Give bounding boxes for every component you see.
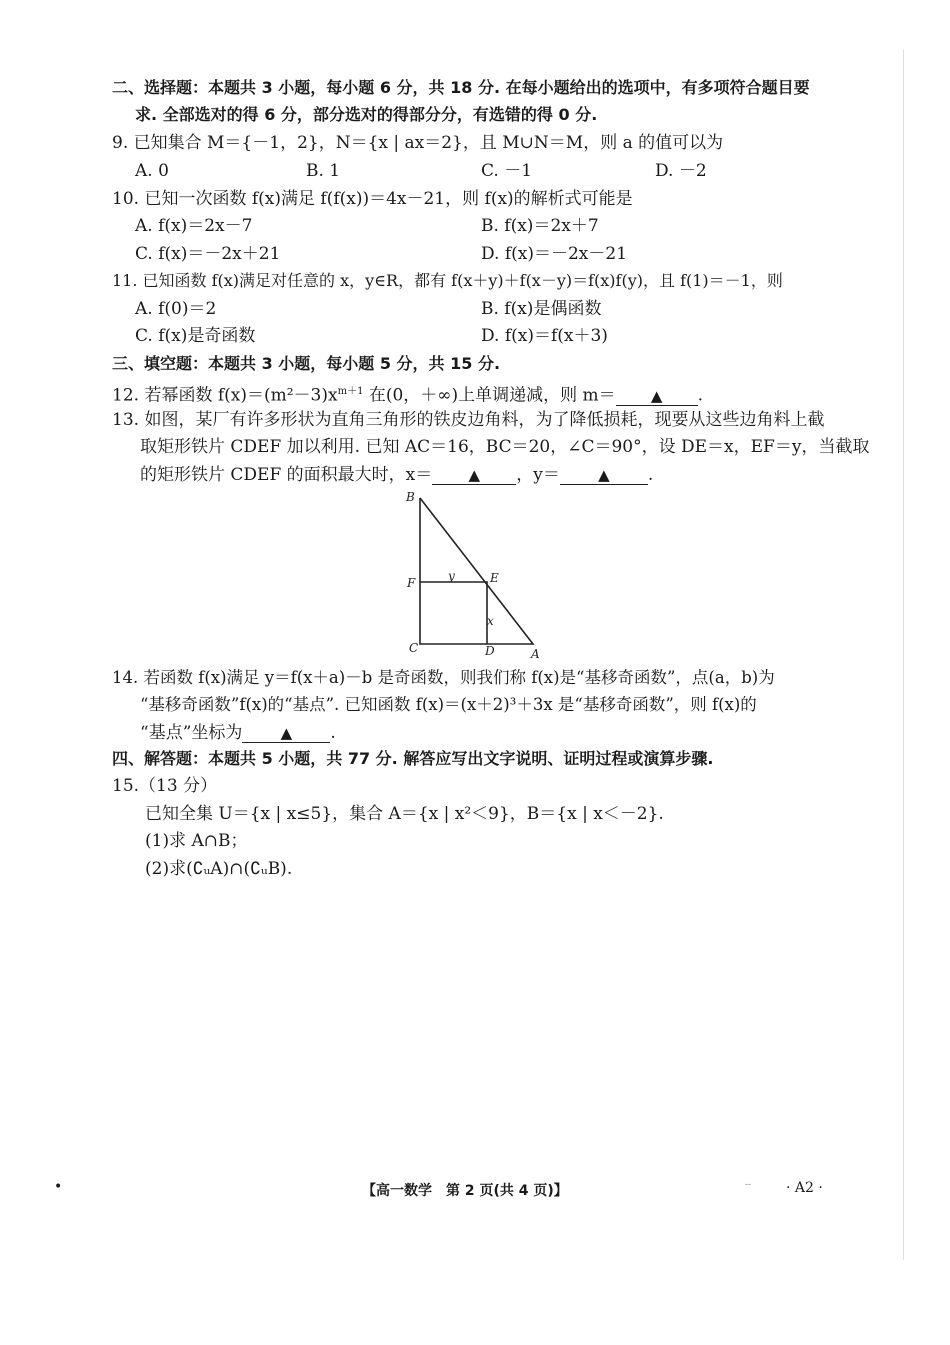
- section4-heading: 四、解答题：本题共 5 小题，共 77 分. 解答应写出文字说明、证明过程或演算步骤.: [112, 749, 714, 768]
- triangle-abc: [420, 498, 533, 644]
- q14-line1: 14. 若函数 f(x)满足 y＝f(x＋a)－b 是奇函数，则我们称 f(x)是“基移奇函数”，点(a，b)为: [112, 668, 775, 687]
- q9-option-a: A. 0: [135, 161, 169, 181]
- footer-dash: --: [745, 1180, 752, 1190]
- label-a: A: [531, 647, 540, 661]
- q9-stem: 9. 已知集合 M＝{－1，2}，N＝{x | ax＝2}，且 M∪N＝M，则 a 的值可以为: [112, 133, 724, 153]
- q9-option-b: B. 1: [306, 161, 341, 181]
- q9-option-d: D. －2: [655, 161, 707, 181]
- q14-answer-blank[interactable]: [242, 722, 330, 743]
- q14-line2: “基移奇函数”f(x)的“基点”. 已知函数 f(x)＝(x＋2)³＋3x 是“基移奇函数”，则 f(x)的: [140, 695, 757, 714]
- label-f: F: [407, 576, 416, 590]
- q13-line3-c: .: [647, 465, 654, 485]
- footer-dot: •: [54, 1179, 63, 1195]
- q11-option-a: A. f(0)＝2: [135, 299, 217, 319]
- q15-part2: (2)求(∁ᵤA)∩(∁ᵤB).: [145, 859, 293, 879]
- blank-marker-icon: ▲: [468, 466, 481, 484]
- q12-suffix: 在(0，＋∞)上单调递减，则 m＝: [363, 385, 616, 406]
- q13-line3-a: 的矩形铁片 CDEF 的面积最大时，x＝: [140, 465, 433, 485]
- q12: [112, 381, 703, 407]
- q15-title: 15.（13 分）: [112, 776, 218, 796]
- q12-prefix: 12. 若幂函数 f(x)＝(m²－3)x: [112, 385, 338, 406]
- q12-exponent: m＋1: [337, 386, 364, 397]
- q9-option-c: C. －1: [481, 161, 533, 181]
- q11-option-b: B. f(x)是偶函数: [481, 299, 602, 319]
- q14-line3: [140, 722, 336, 744]
- blank-marker-icon: ▲: [650, 386, 663, 405]
- q15-line1: 已知全集 U＝{x | x≤5}，集合 A＝{x | x²＜9}，B＝{x | x＜－2}.: [145, 804, 664, 824]
- q14-end: .: [330, 723, 336, 743]
- q10-option-b: B. f(x)＝2x＋7: [481, 216, 599, 236]
- label-y: y: [448, 569, 455, 583]
- q13-triangle-figure: [400, 486, 550, 661]
- footer-code: · A2 ·: [786, 1180, 823, 1196]
- q15-part1: (1)求 A∩B；: [145, 831, 248, 851]
- section3-heading: 三、填空题：本题共 3 小题，每小题 5 分，共 15 分.: [112, 354, 501, 373]
- section2-heading-line2: 求. 全部选对的得 6 分，部分选对的得部分分，有选错的得 0 分.: [135, 105, 598, 124]
- q10-stem: 10. 已知一次函数 f(x)满足 f(f(x))＝4x－21，则 f(x)的解析式可能是: [112, 189, 633, 209]
- label-b: B: [406, 490, 415, 504]
- section2-heading-line1: 二、选择题：本题共 3 小题，每小题 6 分，共 18 分. 在每小题给出的选项中，有多项符合题目要: [112, 78, 810, 97]
- label-e: E: [490, 571, 499, 585]
- q12-end: .: [697, 385, 704, 406]
- label-c: C: [409, 641, 419, 655]
- page-edge-line: [903, 50, 904, 1260]
- blank-marker-icon: ▲: [280, 724, 293, 742]
- q12-answer-blank[interactable]: [616, 385, 698, 406]
- q10-option-d: D. f(x)＝－2x－21: [481, 244, 628, 264]
- q11-stem: 11. 已知函数 f(x)满足对任意的 x，y∈R，都有 f(x＋y)＋f(x－y)＝f(x)f(y)，且 f(1)＝－1，则: [112, 271, 783, 290]
- q13-line1: 13. 如图，某厂有许多形状为直角三角形的铁皮边角料，为了降低损耗，现要从这些边角料上截: [112, 410, 825, 430]
- q13-y-answer-blank[interactable]: [560, 464, 648, 485]
- blank-marker-icon: ▲: [598, 466, 610, 484]
- label-x: x: [487, 614, 494, 628]
- rectangle-cdef: [420, 582, 487, 644]
- footer-page-label: 【高一数学 第 2 页(共 4 页)】: [362, 1183, 568, 1199]
- q13-x-answer-blank[interactable]: [432, 464, 516, 485]
- q11-option-d: D. f(x)＝f(x＋3): [481, 326, 608, 346]
- q11-option-c: C. f(x)是奇函数: [135, 326, 256, 346]
- q14-line3-text: “基点”坐标为: [140, 723, 243, 743]
- q10-option-a: A. f(x)＝2x－7: [135, 216, 253, 236]
- q13-line3: [140, 464, 653, 486]
- q13-line3-b: ，y＝: [516, 465, 560, 485]
- q13-line2: 取矩形铁片 CDEF 加以利用. 已知 AC＝16，BC＝20，∠C＝90°，设 DE＝x，EF＝y，当截取: [140, 437, 870, 457]
- q10-option-c: C. f(x)＝－2x＋21: [135, 244, 281, 264]
- label-d: D: [485, 644, 495, 658]
